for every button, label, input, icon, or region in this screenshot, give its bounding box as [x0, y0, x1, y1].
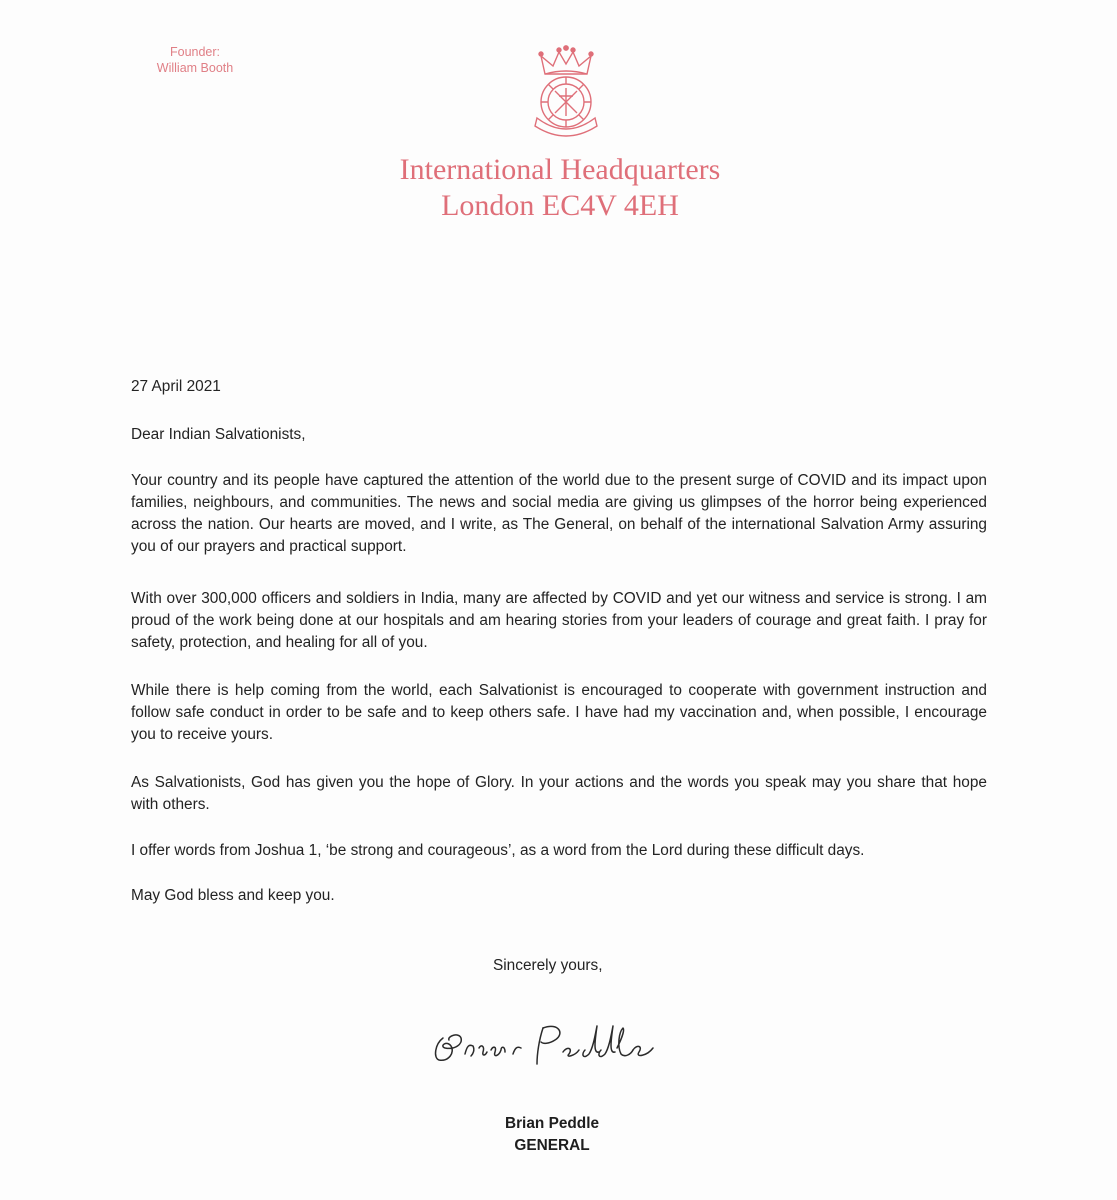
- org-name: International Headquarters: [399, 153, 721, 186]
- founder-name: William Booth: [156, 61, 234, 75]
- letter-date: 27 April 2021: [131, 378, 221, 395]
- salutation: Dear Indian Salvationists,: [131, 426, 306, 443]
- signer-name: Brian Peddle: [504, 1115, 600, 1132]
- org-city: London EC4V 4EH: [441, 189, 679, 222]
- paragraph-5: I offer words from Joshua 1, ‘be strong and courageous’, as a word from the Lord during these difficult days.: [131, 842, 865, 859]
- paragraph-1: Your country and its people have captured the attention of the world due to the present surge of COVID and its impact upon families, neighbours, and communities. The news and social media are giving us glimpses of the horror being experienced across the nation. Our hearts are moved, and I write, as The General, on behalf of the international Salvation Army assuring you of our prayers and practical support.: [131, 472, 987, 555]
- paragraph-4: As Salvationists, God has given you the hope of Glory. In your actions and the words you speak may you share that hope with others.: [131, 774, 987, 813]
- salvation-army-crest-icon: [527, 44, 605, 140]
- organisation-address: [300, 152, 820, 224]
- paragraph-3: While there is help coming from the world, each Salvationist is encouraged to cooperate with government instruction and follow safe conduct in order to be safe and to keep others safe. I have had my vaccination and, when possible, I encourage you to receive yours.: [131, 682, 987, 743]
- paragraph-2: With over 300,000 officers and soldiers in India, many are affected by COVID and yet our witness and service is strong. I am proud of the work being done at our hospitals and am hearing stories from your leaders of courage and great faith. I pray for safety, protection, and healing for all of you.: [131, 590, 987, 651]
- founder-note: [130, 44, 260, 76]
- closing: Sincerely yours,: [493, 957, 603, 974]
- founder-label: Founder:: [169, 45, 221, 59]
- paragraph-6: May God bless and keep you.: [131, 887, 335, 904]
- signer-title: GENERAL: [514, 1137, 590, 1154]
- handwritten-signature: [425, 1010, 680, 1080]
